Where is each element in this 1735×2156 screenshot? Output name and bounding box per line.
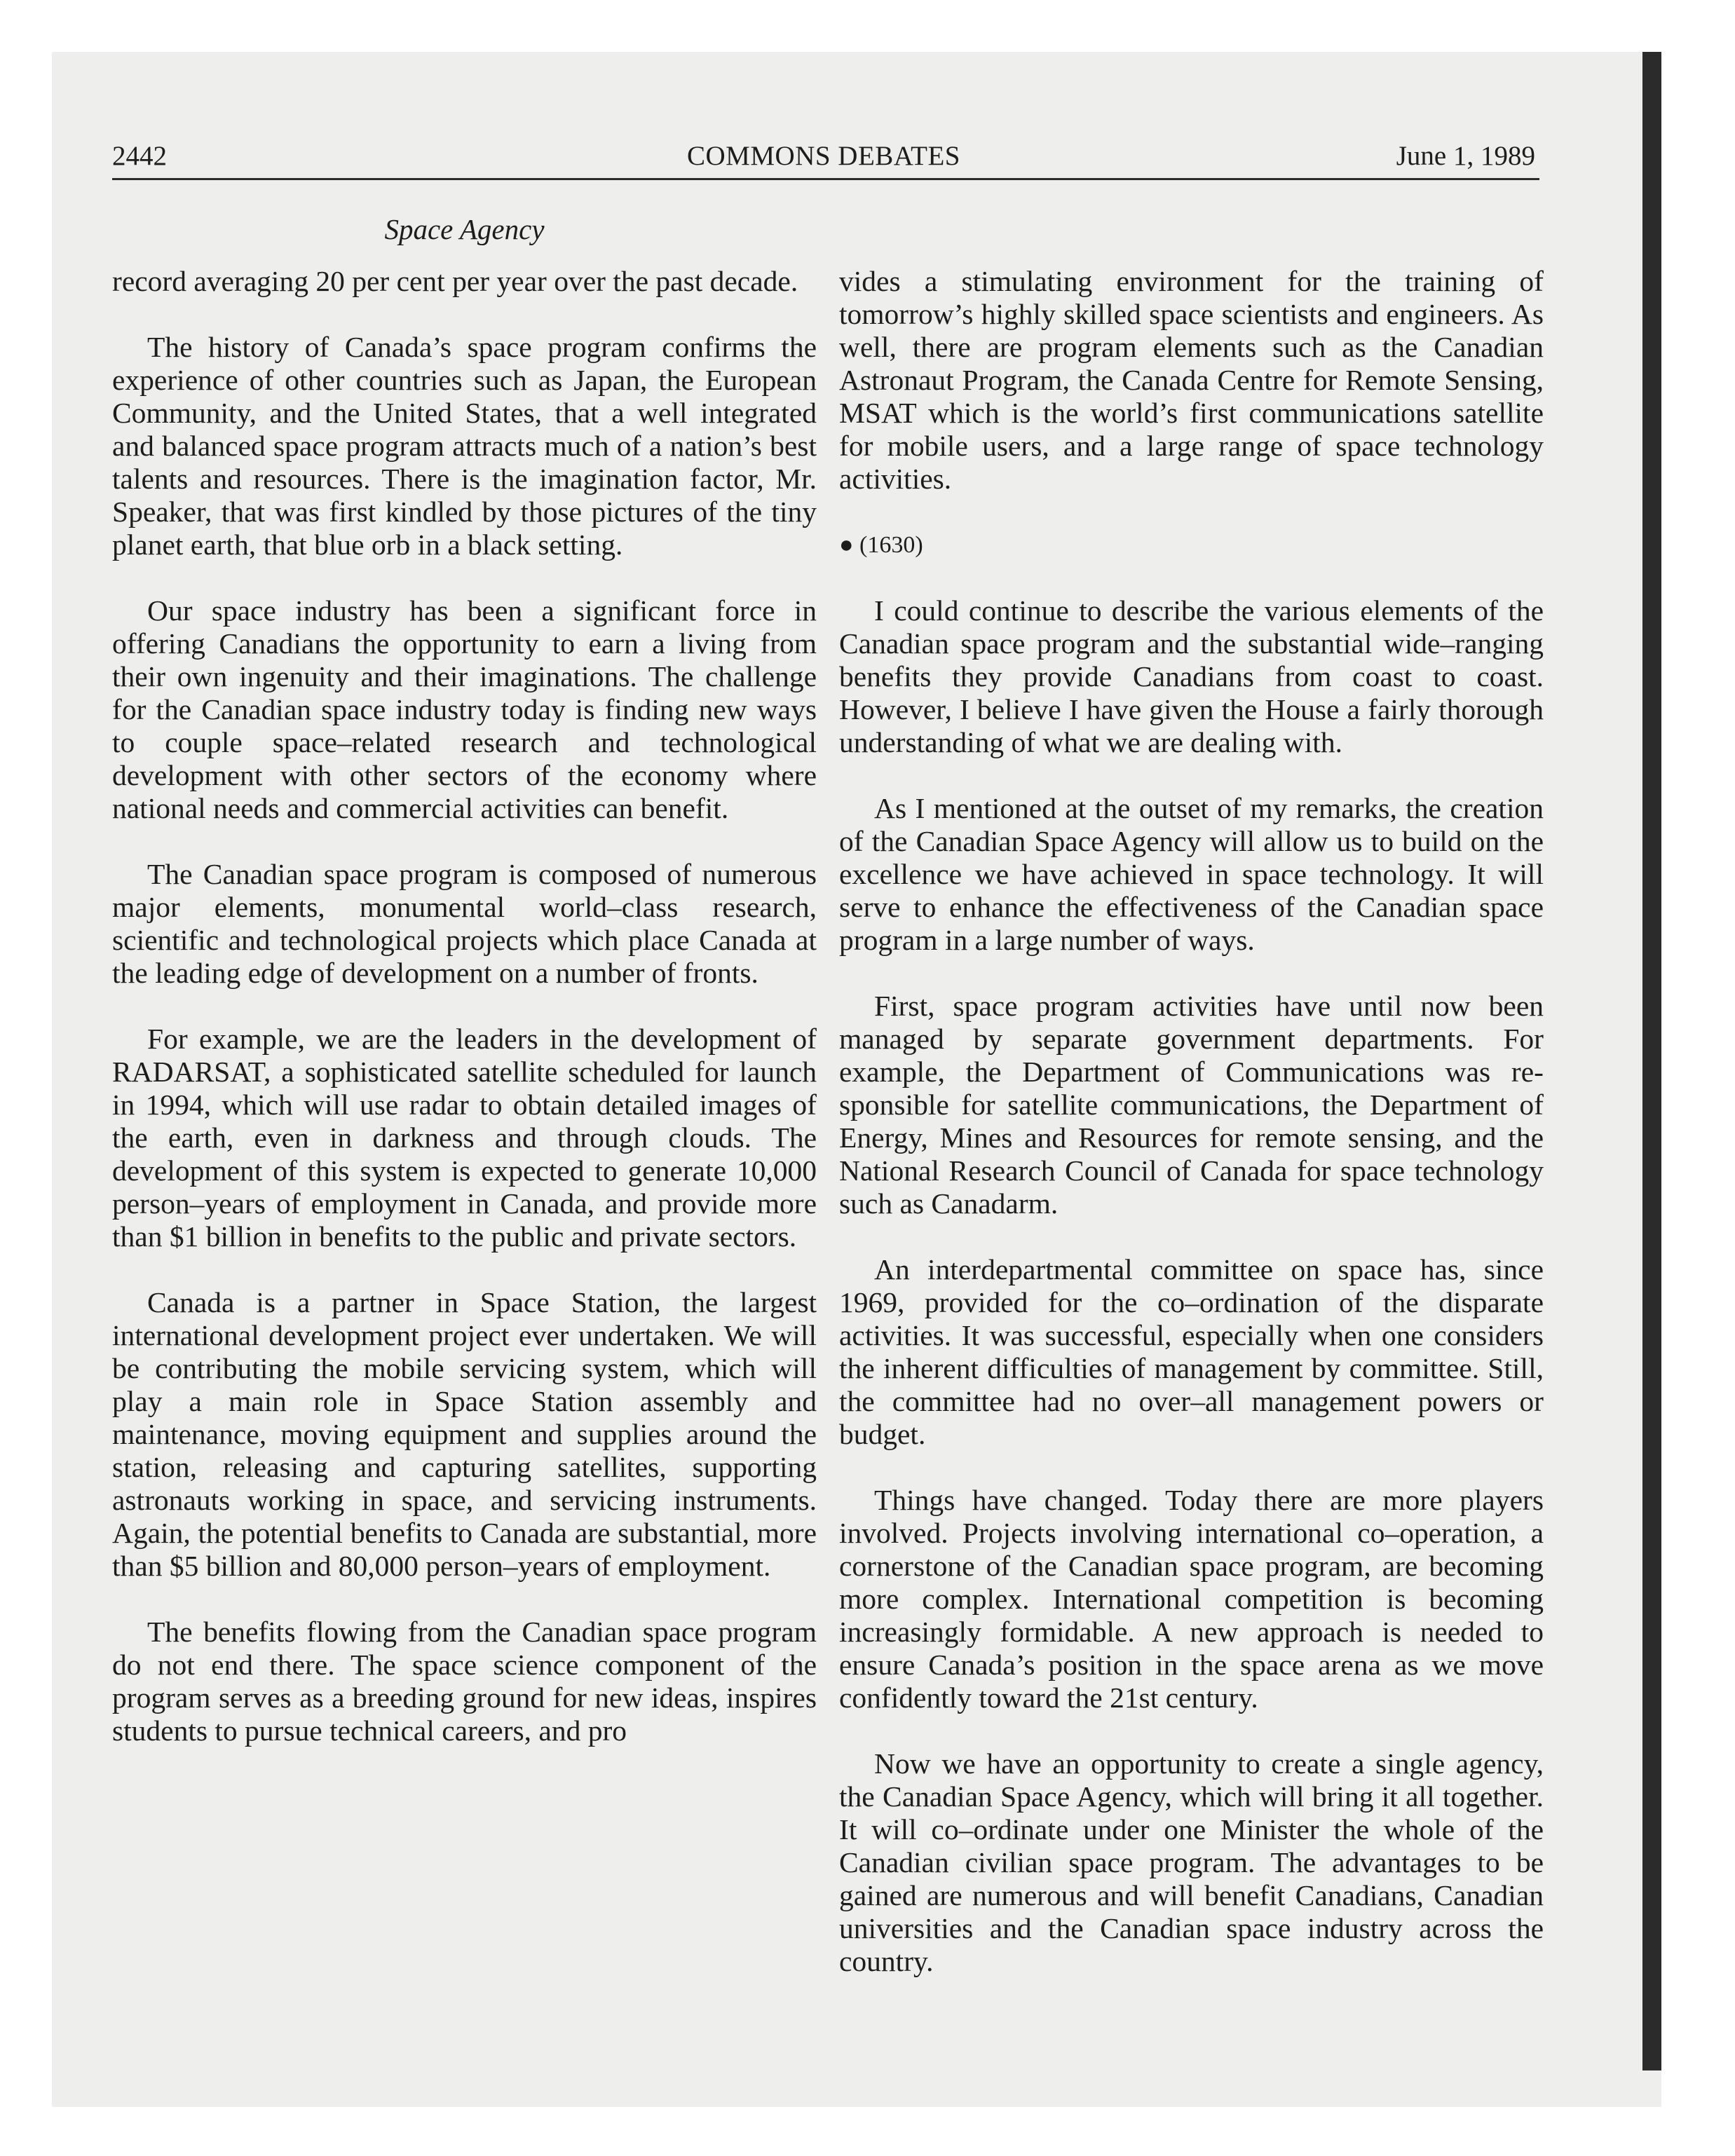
running-header: [112, 140, 1535, 182]
right-column: [839, 265, 1544, 2011]
paragraph: An interdepartmental committee on space has, since 1969, provided for the co–ordination of the disparate activities. It was successful, especially when one considers the inherent difficulties of management by committee. Still, the committee had no over–all management powers or budget.: [839, 1253, 1544, 1450]
paragraph: First, space program activities have until now been managed by separate government departments. For example, the Department of Communications was responsible for satellite communications, the Department of Energy, Mines and Resources for remote sensing, and the National Research Council of Canada for space technology such as Canadarm.: [839, 990, 1544, 1220]
paragraph: The history of Canada’s space program confirms the experience of other countries such as Japan, the European Community, and the United States, that a well integrated and balanced space program attracts much of a nation’s best talents and resources. There is the imagination factor, Mr. Speaker, that was first kindled by those pictures of the tiny planet earth, that blue orb in a black setting.: [112, 331, 817, 561]
paragraph: Canada is a partner in Space Station, the largest international development project ever undertaken. We will be contributing the mobile servicing system, which will play a main role in Space Station assembly and maintenance, moving equipment and supplies around the station, releasing and capturing satellites, supporting astronauts working in space, and servicing instruments. Again, the potential benefits to Canada are substantial, more than $5 billion and 80,000 person–years of employment.: [112, 1286, 817, 1582]
left-column: [112, 265, 817, 1780]
paragraph: record averaging 20 per cent per year over the past decade.: [112, 265, 798, 297]
paragraph: vides a stimulating environment for the training of tomorrow’s highly skilled space scientists and engineers. As well, there are program elements such as the Canadian Astronaut Program, the Canada Centre for Remote Sensing, MSAT which is the world’s first communications satellite for mobile users, and a large range of space technology activities.: [839, 265, 1544, 495]
paragraph: Things have changed. Today there are more players involved. Projects involving international co–operation, a cornerstone of the Canadian space program, are becoming more complex. International competition is becoming increasingly formidable. A new approach is needed to ensure Canada’s position in the space arena as we move confidently toward the 21st century.: [839, 1484, 1544, 1714]
paragraph: I could continue to describe the various elements of the Canadian space program and the substantial wide–ranging benefits they provide Canadians from coast to coast. However, I believe I have given the House a fairly thorough understanding of what we are dealing with.: [839, 594, 1544, 758]
paragraph: Now we have an opportunity to create a single agency, the Canadian Space Agency, which will bring it all together. It will co–ordinate under one Minister the whole of the Canadian civilian space program. The advantages to be gained are numerous and will benefit Canadians, Canadian universities and the Canadian space industry across the country.: [839, 1747, 1544, 1977]
header-rule: [112, 178, 1539, 180]
paragraph: Our space industry has been a significant force in offering Canadians the opportunity to earn a living from their own ingenuity and their imaginations. The challenge for the Canadian space industry today is finding new ways to couple space–related research and technological development with other sectors of the economy where national needs and commercial activities can benefit.: [112, 594, 817, 824]
publication-title: COMMONS DEBATES: [687, 141, 960, 171]
scan-edge-shadow: [1642, 52, 1661, 2070]
section-title: Space Agency: [384, 213, 545, 245]
page-number: 2442: [112, 141, 167, 171]
paragraph: For example, we are the leaders in the development of RADARSAT, a sophisticated satellite scheduled for launch in 1994, which will use radar to obtain detailed images of the earth, even in darkness and through clouds. The development of this system is expected to generate 10,000 person–years of employment in Canada, and provide more than $1 billion in benefits to the public and private sectors.: [112, 1023, 817, 1253]
publication-date: June 1, 1989: [1396, 141, 1535, 171]
time-marker: ● (1630): [839, 532, 923, 558]
paragraph: The Canadian space program is composed of numerous major elements, monumental world–class research, scientific and technological projects which place Canada at the leading edge of development on a number of fronts.: [112, 858, 817, 989]
paragraph: As I mentioned at the outset of my remarks, the creation of the Canadian Space Agency will allow us to build on the excellence we have achieved in space technology. It will serve to enhance the effectiveness of the Canadian space program in a large number of ways.: [839, 792, 1544, 956]
paragraph: The benefits flowing from the Canadian space program do not end there. The space science component of the program serves as a breeding ground for new ideas, inspires students to pursue technical careers, and pro: [112, 1616, 817, 1747]
